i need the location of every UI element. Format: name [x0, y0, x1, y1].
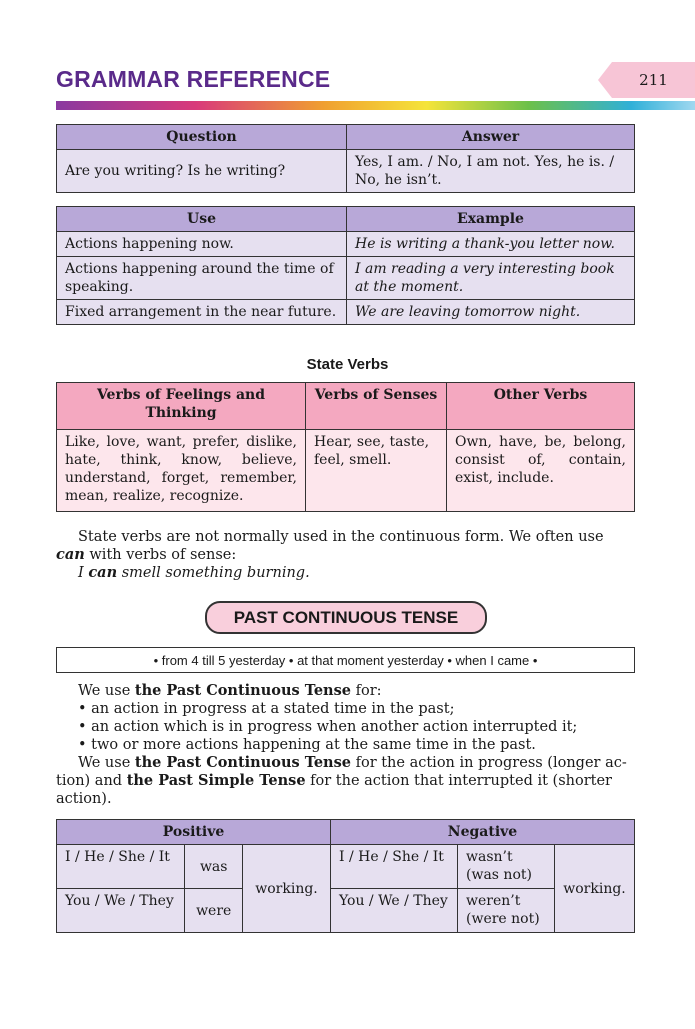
intro-line: [56, 682, 635, 700]
table-cell: were: [185, 889, 243, 933]
table-cell: Own, have, be, belong, consist of, contain, exist, include.: [447, 430, 635, 512]
table-header: Use: [57, 207, 347, 232]
para-text: for the action in progress (longer ac-: [350, 755, 627, 771]
para-text: tion) and: [56, 773, 127, 789]
time-markers-box: • from 4 till 5 yesterday • at that moment yesterday • when I came •: [56, 647, 635, 673]
paragraph-line: [56, 754, 635, 772]
para-text: We use: [78, 755, 135, 771]
bullet-item: • an action in progress at a stated time in the past;: [78, 701, 455, 717]
note-line: State verbs are not normally used in the continuous form. We often use: [78, 529, 604, 545]
rainbow-divider: [56, 101, 695, 110]
intro-text: We use: [78, 683, 135, 699]
table-header: Negative: [331, 820, 635, 845]
table-header: Verbs of Feelings and Thinking: [57, 383, 306, 430]
table-cell: I am reading a very interesting book at the moment.: [347, 257, 635, 300]
question-answer-table: [56, 124, 635, 193]
paragraph-line: [56, 772, 635, 790]
intro-bold: the Past Continuous Tense: [134, 682, 351, 699]
table-cell: I / He / She / It: [331, 845, 458, 889]
table-cell: Are you writing? Is he writing?: [57, 150, 347, 193]
table-cell: We are leaving tomorrow night.: [347, 300, 635, 325]
note-line: [56, 546, 635, 564]
table-cell: wasn’t (was not): [458, 845, 555, 889]
table-cell: Fixed arrangement in the near future.: [57, 300, 347, 325]
table-cell: was: [185, 845, 243, 889]
para-bold: the Past Continuous Tense: [134, 754, 351, 771]
bullet-item: • two or more actions happening at the same time in the past.: [78, 737, 536, 753]
para-bold: the Past Simple Tense: [126, 772, 306, 789]
para-text: for the action that interrupted it (shorter: [305, 773, 612, 789]
table-header: Question: [57, 125, 347, 150]
table-cell: You / We / They: [57, 889, 185, 933]
table-cell: Actions happening around the time of speaking.: [57, 257, 347, 300]
table-cell: working.: [243, 845, 331, 933]
state-verbs-table: [56, 382, 635, 512]
state-verbs-heading: State Verbs: [306, 356, 389, 373]
table-cell: working.: [555, 845, 635, 933]
positive-negative-table: [56, 819, 635, 933]
table-row: [57, 257, 635, 300]
table-cell: Actions happening now.: [57, 232, 347, 257]
table-cell: Hear, see, taste, feel, smell.: [306, 430, 447, 512]
note-can: can: [56, 546, 85, 563]
table-row: [57, 232, 635, 257]
page-number: 211: [612, 62, 695, 98]
past-continuous-uses: [56, 682, 635, 808]
example-text: smell something burning.: [117, 565, 310, 581]
table-cell: weren’t (were not): [458, 889, 555, 933]
paragraph-line: action).: [56, 791, 112, 807]
table-row: [57, 300, 635, 325]
table-header: Other Verbs: [447, 383, 635, 430]
table-cell: I / He / She / It: [57, 845, 185, 889]
table-header: Answer: [347, 125, 635, 150]
table-header: Verbs of Senses: [306, 383, 447, 430]
section-heading: PAST CONTINUOUS TENSE: [205, 601, 487, 634]
note-example: [56, 564, 635, 582]
use-example-table: [56, 206, 635, 325]
example-can: can: [88, 564, 118, 581]
page-title: GRAMMAR REFERENCE: [56, 66, 331, 92]
note-text: with verbs of sense:: [84, 547, 237, 563]
table-cell: You / We / They: [331, 889, 458, 933]
table-header: Example: [347, 207, 635, 232]
state-verbs-note: [56, 528, 635, 582]
example-text: I: [78, 565, 89, 581]
table-cell: Yes, I am. / No, I am not. Yes, he is. / No, he isn’t.: [347, 150, 635, 193]
bullet-item: • an action which is in progress when another action interrupted it;: [78, 719, 578, 735]
table-cell: Like, love, want, prefer, dislike, hate, think, know, believe, understand, forget, remember, mean, realize, recognize.: [57, 430, 306, 512]
intro-text: for:: [350, 683, 382, 699]
table-cell: He is writing a thank-you letter now.: [347, 232, 635, 257]
table-header: Positive: [57, 820, 331, 845]
